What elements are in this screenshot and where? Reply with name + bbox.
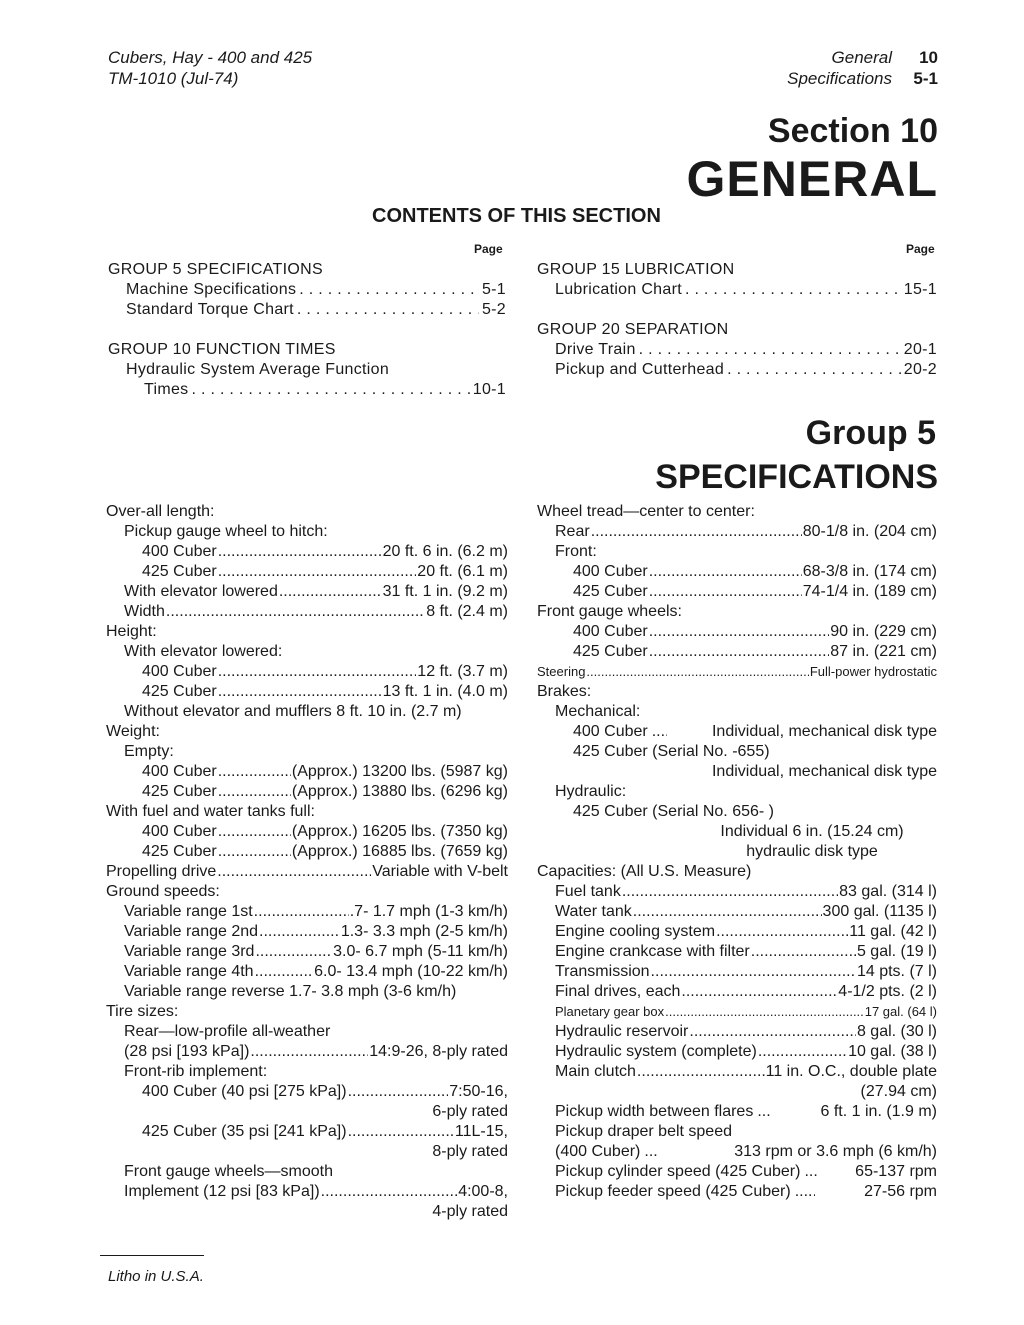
spec-line xyxy=(537,742,937,762)
footer-litho: Litho in U.S.A. xyxy=(108,1268,204,1285)
contents-left-column xyxy=(108,260,506,400)
spec-label: Main clutch xyxy=(555,1063,636,1080)
spec-value: 17 gal. (64 l) xyxy=(864,1004,937,1019)
spec-value: Individual 6 in. (15.24 cm) xyxy=(720,823,904,840)
contents-title: CONTENTS OF THIS SECTION xyxy=(372,205,661,227)
spacer xyxy=(671,722,712,742)
spec-value: 1.3- 3.3 mph (2-5 km/h) xyxy=(340,923,508,940)
spec-value: .7- 1.7 mph (1-3 km/h) xyxy=(349,903,508,920)
spec-line xyxy=(537,842,937,862)
spec-label: Variable range 4th xyxy=(124,963,254,980)
spec-line xyxy=(537,622,937,642)
contents-group-heading: GROUP 15 LUBRICATION xyxy=(537,261,735,278)
spec-label: 425 Cuber xyxy=(142,783,217,800)
section-name: GENERAL xyxy=(686,151,938,207)
contents-group-heading: GROUP 10 FUNCTION TIMES xyxy=(108,341,336,358)
spec-value: Variable with V-belt xyxy=(372,863,508,880)
spec-line xyxy=(106,682,508,702)
dot-leader xyxy=(586,662,808,682)
spec-label: Variable range 1st xyxy=(124,903,253,920)
spec-line xyxy=(106,862,508,882)
spec-line xyxy=(537,602,937,622)
dot-leader xyxy=(255,962,314,982)
spec-label: 425 Cuber xyxy=(142,683,217,700)
spec-line xyxy=(537,1102,937,1122)
spec-line xyxy=(537,1022,937,1042)
spec-label: 400 Cuber (40 psi [275 kPa]) xyxy=(142,1083,347,1100)
contents-entry-label: Hydraulic System Average Function xyxy=(126,361,390,378)
spec-line xyxy=(106,782,508,802)
spec-value: 5 gal. (19 l) xyxy=(856,943,937,960)
spec-line xyxy=(106,962,508,982)
spec-line xyxy=(537,1082,937,1102)
spec-line xyxy=(106,882,508,902)
dot-leader xyxy=(758,1042,847,1062)
contents-entry xyxy=(108,300,506,320)
spec-line xyxy=(537,922,937,942)
dot-leader xyxy=(681,982,837,1002)
spec-label: Ground speeds: xyxy=(106,883,220,900)
dot-leader xyxy=(639,340,901,360)
spec-value: 74-1/4 in. (189 cm) xyxy=(802,583,937,600)
spec-line xyxy=(537,642,937,662)
spec-label: 400 Cuber xyxy=(573,723,648,740)
spec-label: Height: xyxy=(106,623,157,640)
spec-label: Without elevator and mufflers 8 ft. 10 in. (2.7 m) xyxy=(124,703,462,720)
contents-page-header-right: Page xyxy=(906,242,935,256)
contents-entry-page: 20-2 xyxy=(903,361,937,378)
spec-value: (Approx.) 16205 lbs. (7350 kg) xyxy=(291,823,508,840)
spec-label: Pickup feeder speed (425 Cuber) xyxy=(555,1183,791,1200)
spec-value: (Approx.) 13200 lbs. (5987 kg) xyxy=(291,763,508,780)
spec-value: (Approx.) 16885 lbs. (7659 kg) xyxy=(291,843,508,860)
spec-line xyxy=(537,662,937,682)
header-group-label: Specifications xyxy=(787,69,892,88)
dot-leader xyxy=(622,882,838,902)
spec-line xyxy=(106,622,508,642)
dot-leader xyxy=(804,1162,819,1182)
spec-value: 65-137 rpm xyxy=(855,1163,937,1180)
header-doc-number: TM-1010 (Jul-74) xyxy=(108,69,239,88)
spec-line xyxy=(537,762,937,782)
spec-value: 20 ft. (6.1 m) xyxy=(417,563,508,580)
spec-line xyxy=(106,1022,508,1042)
spec-value: 14 pts. (7 l) xyxy=(856,963,937,980)
spec-value: Individual, mechanical disk type xyxy=(711,723,937,740)
contents-entry xyxy=(537,360,937,380)
dot-leader xyxy=(250,1042,368,1062)
spec-value: 11 in. O.C., double plate xyxy=(765,1063,937,1080)
spec-value: 6 ft. 1 in. (1.9 m) xyxy=(820,1103,937,1120)
spec-value: 11L-15, xyxy=(454,1123,508,1140)
dot-leader xyxy=(259,922,340,942)
dot-leader xyxy=(218,782,291,802)
contents-spacer xyxy=(537,300,937,320)
spec-label: Front gauge wheels—smooth xyxy=(124,1163,333,1180)
spec-line xyxy=(537,542,937,562)
dot-leader xyxy=(348,1082,449,1102)
header-section-number: 10 xyxy=(919,48,938,67)
spec-line xyxy=(537,562,937,582)
spec-line xyxy=(106,662,508,682)
spec-label: Rear xyxy=(555,523,590,540)
spec-label: With elevator lowered: xyxy=(124,643,283,660)
dot-leader xyxy=(652,722,667,742)
dot-leader xyxy=(218,662,417,682)
spec-label: Water tank xyxy=(555,903,632,920)
header-section-label: General xyxy=(831,48,892,67)
contents-entry-page: 5-2 xyxy=(481,301,506,318)
dot-leader xyxy=(348,1122,454,1142)
spec-line xyxy=(537,1162,937,1182)
spec-value: 14:9-26, 8-ply rated xyxy=(369,1043,508,1060)
spec-line xyxy=(537,1062,937,1082)
dot-leader xyxy=(166,602,425,622)
header-doc-title: Cubers, Hay - 400 and 425 xyxy=(108,48,313,67)
dot-leader xyxy=(649,562,802,582)
spec-line xyxy=(106,982,508,1002)
spec-label: (28 psi [193 kPa]) xyxy=(124,1043,250,1060)
spec-label: Wheel tread—center to center: xyxy=(537,503,755,520)
spec-label: Fuel tank xyxy=(555,883,621,900)
spec-value: Individual, mechanical disk type xyxy=(711,763,937,780)
spec-label: Hydraulic: xyxy=(555,783,627,800)
dot-leader xyxy=(299,280,479,300)
spec-line xyxy=(106,1142,508,1162)
contents-right-column xyxy=(537,260,937,380)
spec-label: Tire sizes: xyxy=(106,1003,179,1020)
spec-label: Mechanical: xyxy=(555,703,641,720)
spec-line xyxy=(106,582,508,602)
spec-value: Full-power hydrostatic xyxy=(809,664,937,679)
spec-value: 83 gal. (314 l) xyxy=(839,883,937,900)
spec-value: 20 ft. 6 in. (6.2 m) xyxy=(382,543,508,560)
group-name: SPECIFICATIONS xyxy=(655,458,938,496)
spec-label: Front: xyxy=(555,543,597,560)
spec-line xyxy=(106,722,508,742)
dot-leader xyxy=(649,642,830,662)
dot-leader xyxy=(191,380,469,400)
spec-value: 68-3/8 in. (174 cm) xyxy=(802,563,937,580)
contents-entry xyxy=(108,280,506,300)
spec-line xyxy=(106,602,508,622)
spec-value: 80-1/8 in. (204 cm) xyxy=(802,523,937,540)
spec-value: 31 ft. 1 in. (9.2 m) xyxy=(382,583,508,600)
contents-entry xyxy=(108,380,506,400)
spec-line xyxy=(106,922,508,942)
spec-label: 425 Cuber xyxy=(573,583,648,600)
spec-line xyxy=(537,822,937,842)
spec-line xyxy=(537,1182,937,1202)
contents-entry-label: Machine Specifications xyxy=(126,281,297,298)
spec-value: 3.0- 6.7 mph (5-11 km/h) xyxy=(333,943,508,960)
spec-label: Width xyxy=(124,603,165,620)
spec-value: 313 rpm or 3.6 mph (6 km/h) xyxy=(734,1143,937,1160)
spacer xyxy=(776,1102,820,1122)
spec-line xyxy=(537,942,937,962)
spec-line xyxy=(106,942,508,962)
spec-value: (27.94 cm) xyxy=(860,1083,937,1100)
spec-value: 4-ply rated xyxy=(432,1203,508,1220)
spec-value: 12 ft. (3.7 m) xyxy=(417,663,508,680)
spec-line xyxy=(537,902,937,922)
spec-label: Hydraulic reservoir xyxy=(555,1023,689,1040)
spacer xyxy=(823,1162,855,1182)
spec-line xyxy=(537,1122,937,1142)
dot-leader xyxy=(689,1022,856,1042)
specs-left-column xyxy=(106,502,508,1222)
contents-group-heading: GROUP 20 SEPARATION xyxy=(537,321,729,338)
dot-leader xyxy=(279,582,382,602)
spec-value: 8 ft. (2.4 m) xyxy=(426,603,508,620)
spec-line xyxy=(106,842,508,862)
dot-leader xyxy=(795,1182,815,1202)
spec-line xyxy=(106,522,508,542)
spec-label: Rear—low-profile all-weather xyxy=(124,1023,331,1040)
spec-line xyxy=(537,682,937,702)
spec-line xyxy=(106,1122,508,1142)
spec-label: Capacities: (All U.S. Measure) xyxy=(537,863,752,880)
spec-value: 90 in. (229 cm) xyxy=(830,623,937,640)
header-page-number: 5-1 xyxy=(913,69,938,88)
spec-label: 425 Cuber (35 psi [241 kPa]) xyxy=(142,1123,347,1140)
spec-line xyxy=(106,742,508,762)
spec-line xyxy=(106,762,508,782)
spec-line xyxy=(106,502,508,522)
spec-value: 10 gal. (38 l) xyxy=(848,1043,937,1060)
dot-leader xyxy=(665,1002,864,1022)
contents-entry-label: Drive Train xyxy=(555,341,636,358)
spec-line xyxy=(106,1042,508,1062)
spec-label: Hydraulic system (complete) xyxy=(555,1043,757,1060)
spec-label: 400 Cuber xyxy=(142,543,217,560)
dot-leader xyxy=(757,1102,772,1122)
spec-label: Variable range reverse 1.7- 3.8 mph (3-6 km/h) xyxy=(124,983,457,1000)
spec-label: With elevator lowered xyxy=(124,583,278,600)
contents-page-header-left: Page xyxy=(474,242,503,256)
dot-leader xyxy=(218,682,382,702)
spec-label: 400 Cuber xyxy=(142,663,217,680)
contents-spacer xyxy=(108,320,506,340)
spec-label: Steering xyxy=(537,664,586,679)
spec-label: 425 Cuber xyxy=(142,563,217,580)
spec-label: Engine cooling system xyxy=(555,923,716,940)
spec-label: 400 Cuber xyxy=(573,623,648,640)
dot-leader xyxy=(255,942,332,962)
spec-line xyxy=(106,702,508,722)
spec-label: With fuel and water tanks full: xyxy=(106,803,315,820)
contents-entry xyxy=(537,340,937,360)
spec-line xyxy=(106,1202,508,1222)
spec-label: Pickup cylinder speed (425 Cuber) xyxy=(555,1163,801,1180)
dot-leader xyxy=(651,962,856,982)
spec-label: Variable range 3rd xyxy=(124,943,255,960)
dot-leader xyxy=(751,942,856,962)
spec-label: 425 Cuber (Serial No. 656- ) xyxy=(573,803,774,820)
spec-line xyxy=(106,562,508,582)
spec-value: 8 gal. (30 l) xyxy=(856,1023,937,1040)
spec-label: Weight: xyxy=(106,723,160,740)
spec-line xyxy=(537,962,937,982)
spec-line xyxy=(537,522,937,542)
spec-label: 400 Cuber xyxy=(573,563,648,580)
spacer xyxy=(819,1182,864,1202)
spec-line xyxy=(106,1102,508,1122)
dot-leader xyxy=(716,922,848,942)
spec-label: Front gauge wheels: xyxy=(537,603,682,620)
contents-entry-page: 15-1 xyxy=(903,281,937,298)
spec-label: Brakes: xyxy=(537,683,592,700)
spec-label: Pickup gauge wheel to hitch: xyxy=(124,523,328,540)
dot-leader xyxy=(644,1142,659,1162)
spec-value: 4:00-8, xyxy=(458,1183,508,1200)
spec-value: 87 in. (221 cm) xyxy=(830,643,937,660)
dot-leader xyxy=(649,622,830,642)
spec-line xyxy=(537,582,937,602)
spec-label: Front-rib implement: xyxy=(124,1063,268,1080)
contents-entry-label: Standard Torque Chart xyxy=(126,301,294,318)
spec-label: Propelling drive xyxy=(106,863,217,880)
spec-line xyxy=(106,1062,508,1082)
contents-entry-page: 20-1 xyxy=(903,341,937,358)
footer-rule xyxy=(100,1255,204,1256)
spec-value: 13 ft. 1 in. (4.0 m) xyxy=(382,683,508,700)
spec-label: 425 Cuber xyxy=(142,843,217,860)
spacer xyxy=(663,1142,734,1162)
spec-label: 425 Cuber (Serial No. -655) xyxy=(573,743,770,760)
dot-leader xyxy=(685,280,901,300)
spec-line xyxy=(106,1182,508,1202)
contents-entry-label: Lubrication Chart xyxy=(555,281,682,298)
spec-line xyxy=(537,502,937,522)
dot-leader xyxy=(254,902,349,922)
contents-entry-label: Times xyxy=(144,381,189,398)
spec-label: Transmission xyxy=(555,963,650,980)
spec-label: 400 Cuber xyxy=(142,763,217,780)
spec-label: 425 Cuber xyxy=(573,643,648,660)
specs-right-column xyxy=(537,502,937,1202)
spec-value: 6.0- 13.4 mph (10-22 km/h) xyxy=(314,963,508,980)
spec-line xyxy=(537,1142,937,1162)
dot-leader xyxy=(727,360,901,380)
dot-leader xyxy=(218,822,291,842)
spec-line xyxy=(537,802,937,822)
spec-label: 400 Cuber xyxy=(142,823,217,840)
spec-line xyxy=(537,982,937,1002)
spec-label: (400 Cuber) xyxy=(555,1143,641,1160)
contents-group-heading: GROUP 5 SPECIFICATIONS xyxy=(108,261,323,278)
spec-value: 4-1/2 pts. (2 l) xyxy=(838,983,937,1000)
spec-line xyxy=(106,542,508,562)
spec-label: Pickup draper belt speed xyxy=(555,1123,732,1140)
dot-leader xyxy=(649,582,802,602)
spec-value: hydraulic disk type xyxy=(746,843,878,860)
dot-leader xyxy=(633,902,822,922)
dot-leader xyxy=(218,762,291,782)
spec-line xyxy=(106,1002,508,1022)
spec-line xyxy=(106,822,508,842)
spec-label: Pickup width between flares xyxy=(555,1103,754,1120)
spec-value: 300 gal. (1135 l) xyxy=(822,903,937,920)
contents-entry-label: Pickup and Cutterhead xyxy=(555,361,725,378)
spec-label: Empty: xyxy=(124,743,174,760)
spec-value: 11 gal. (42 l) xyxy=(849,923,937,940)
spec-line xyxy=(537,882,937,902)
spec-value: 8-ply rated xyxy=(432,1143,508,1160)
section-title: Section 10 xyxy=(767,112,938,150)
contents-entry xyxy=(537,280,937,300)
dot-leader xyxy=(218,542,382,562)
spec-line xyxy=(106,1162,508,1182)
spec-label: Planetary gear box xyxy=(555,1004,665,1019)
spec-value: 7:50-16, xyxy=(449,1083,508,1100)
spec-value: 27-56 rpm xyxy=(864,1183,937,1200)
spec-line xyxy=(106,902,508,922)
spec-label: Implement (12 psi [83 kPa]) xyxy=(124,1183,320,1200)
group-title: Group 5 xyxy=(805,414,936,452)
spec-label: Over-all length: xyxy=(106,503,215,520)
spec-line xyxy=(106,642,508,662)
spec-label: Final drives, each xyxy=(555,983,681,1000)
contents-entry-page: 10-1 xyxy=(472,381,506,398)
spec-line xyxy=(537,702,937,722)
spec-value: 6-ply rated xyxy=(432,1103,508,1120)
spec-line xyxy=(537,1042,937,1062)
spec-value: (Approx.) 13880 lbs. (6296 kg) xyxy=(291,783,508,800)
contents-entry-page: 5-1 xyxy=(481,281,506,298)
spec-label: Variable range 2nd xyxy=(124,923,259,940)
dot-leader xyxy=(321,1182,458,1202)
dot-leader xyxy=(217,862,371,882)
dot-leader xyxy=(218,562,417,582)
dot-leader xyxy=(218,842,291,862)
dot-leader xyxy=(591,522,802,542)
spec-line xyxy=(537,722,937,742)
spec-line xyxy=(537,862,937,882)
dot-leader xyxy=(637,1062,765,1082)
spec-line xyxy=(106,1082,508,1102)
spec-line xyxy=(537,1002,937,1022)
spec-label: Engine crankcase with filter xyxy=(555,943,750,960)
spec-line xyxy=(537,782,937,802)
dot-leader xyxy=(297,300,479,320)
spec-line xyxy=(106,802,508,822)
